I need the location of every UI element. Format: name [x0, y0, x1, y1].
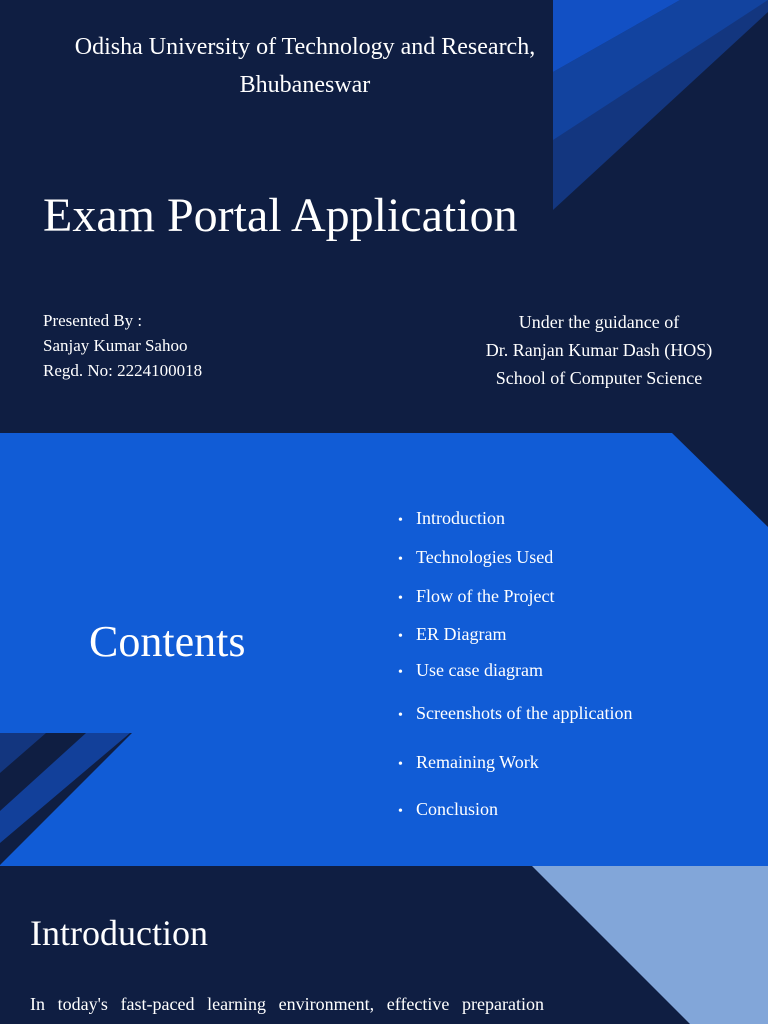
list-item: • Technologies Used — [398, 547, 554, 567]
contents-slide — [0, 433, 768, 866]
list-item: • Introduction — [398, 508, 505, 528]
registration-number: Regd. No: 2224100018 — [43, 361, 203, 380]
guidance-block — [460, 308, 738, 392]
list-item: • Flow of the Project — [398, 586, 555, 606]
guide-name: Dr. Ranjan Kumar Dash (HOS) — [485, 340, 713, 360]
university-name: Odisha University of Technology and Research, Bhubaneswar — [74, 34, 536, 98]
title-slide — [0, 0, 768, 433]
guidance-label: Under the guidance of — [518, 312, 680, 332]
introduction-text: In today's fast-paced learning environment, effective preparation — [30, 994, 544, 1014]
list-item: • Use case diagram — [398, 660, 543, 680]
list-item: • ER Diagram — [398, 624, 507, 644]
contents-title: Contents — [89, 617, 246, 666]
list-item: • Screenshots of the application — [398, 703, 633, 723]
list-item: • Remaining Work — [398, 752, 539, 772]
presented-by-label: Presented By : — [43, 311, 143, 330]
guide-school: School of Computer Science — [495, 368, 703, 388]
list-item: • Conclusion — [398, 799, 499, 819]
presenter-block — [43, 308, 202, 383]
presenter-name: Sanjay Kumar Sahoo — [43, 336, 188, 355]
contents-list — [0, 433, 768, 866]
introduction-title: Introduction — [30, 913, 208, 953]
presentation-title: Exam Portal Application — [43, 189, 518, 242]
introduction-slide — [0, 866, 768, 1024]
